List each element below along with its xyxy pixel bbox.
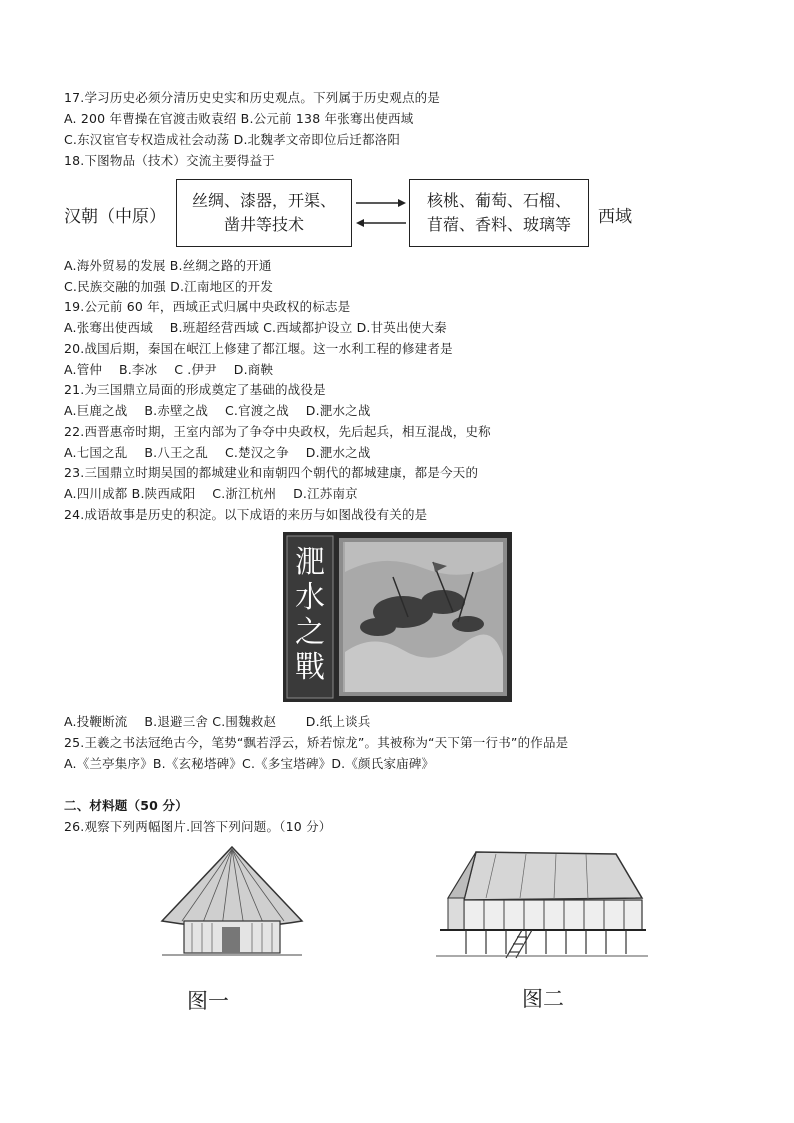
q24-options: A.投鞭断流 B.退避三舍 C.围魏救赵 D.纸上谈兵 — [64, 714, 371, 729]
q24-stem: 24.成语故事是历史的积淀。以下成语的来历与如图战役有关的是 — [64, 507, 428, 522]
thatched-hut-image — [152, 843, 312, 963]
q18-stem: 18.下图物品（技术）交流主要得益于 — [64, 153, 275, 168]
diagram-right-label: 西域 — [598, 207, 632, 227]
q19-stem: 19.公元前 60 年，西域正式归属中央政权的标志是 — [64, 299, 351, 314]
q21-options: A.巨鹿之战 B.赤壁之战 C.官渡之战 D.淝水之战 — [64, 403, 371, 418]
battle-illustration — [283, 532, 512, 702]
q23-stem: 23.三国鼎立时期吴国的都城建业和南朝四个朝代的都城建康，都是今天的 — [64, 465, 479, 480]
diagram-left-label: 汉朝（中原） — [64, 207, 166, 227]
q23-options: A.四川成都 B.陕西咸阳 C.浙江杭州 D.江苏南京 — [64, 486, 358, 501]
diagram-right-box — [409, 179, 589, 247]
q18-options-cd: C.民族交融的加强 D.江南地区的开发 — [64, 279, 274, 294]
diagram-left-box — [176, 179, 352, 247]
q26-stem: 26.观察下列两幅图片.回答下列问题。（10 分） — [64, 819, 332, 834]
q20-stem: 20.战国后期，秦国在岷江上修建了都江堰。这一水利工程的修建者是 — [64, 341, 453, 356]
q21-stem: 21.为三国鼎立局面的形成奠定了基础的战役是 — [64, 382, 326, 397]
diagram-right-box-line2: 苜蓿、香料、玻璃等 — [426, 215, 571, 234]
section-title: 二、材料题（50 分） — [64, 798, 188, 813]
diagram-left-box-line1: 丝绸、漆器，开渠、 — [191, 191, 336, 210]
figure-1-caption: 图一 — [187, 989, 229, 1013]
battle-title-char-3: 之 — [295, 615, 325, 650]
q18-options-ab: A.海外贸易的发展 B.丝绸之路的开通 — [64, 258, 272, 273]
q22-stem: 22.西晋惠帝时期，王室内部为了争夺中央政权，先后起兵，相互混战，史称 — [64, 424, 491, 439]
q17-stem: 17.学习历史必须分清历史史实和历史观点。下列属于历史观点的是 — [64, 90, 441, 105]
battle-title-char-4: 戰 — [295, 650, 325, 685]
q22-options: A.七国之乱 B.八王之乱 C.楚汉之争 D.淝水之战 — [64, 445, 371, 460]
figure-2-caption: 图二 — [522, 987, 564, 1011]
stilt-house-image — [436, 848, 648, 963]
battle-title-char-1: 淝 — [295, 545, 325, 580]
q25-options: A.《兰亭集序》B.《玄秘塔碑》C.《多宝塔碑》D.《颜氏家庙碑》 — [64, 756, 435, 771]
exchange-arrows — [352, 190, 410, 236]
q25-stem: 25.王羲之书法冠绝古今，笔势“飘若浮云，矫若惊龙”。其被称为“天下第一行书”的作品是 — [64, 735, 569, 750]
diagram-left-box-line2: 凿井等技术 — [223, 215, 304, 234]
battle-title-char-2: 水 — [295, 580, 325, 615]
battle-scene-image — [283, 532, 512, 702]
q17-options-cd: C.东汉宦官专权造成社会动荡 D.北魏孝文帝即位后迁都洛阳 — [64, 132, 401, 147]
diagram-right-box-line1: 核桃、葡萄、石榴、 — [426, 191, 571, 210]
q19-options: A.张骞出使西域 B.班超经营西域 C.西域都护设立 D.甘英出使大秦 — [64, 320, 447, 335]
q17-options-ab: A. 200 年曹操在官渡击败袁绍 B.公元前 138 年张骞出使西域 — [64, 111, 414, 126]
q20-options: A.管仲 B.李冰 C .伊尹 D.商鞅 — [64, 362, 274, 377]
